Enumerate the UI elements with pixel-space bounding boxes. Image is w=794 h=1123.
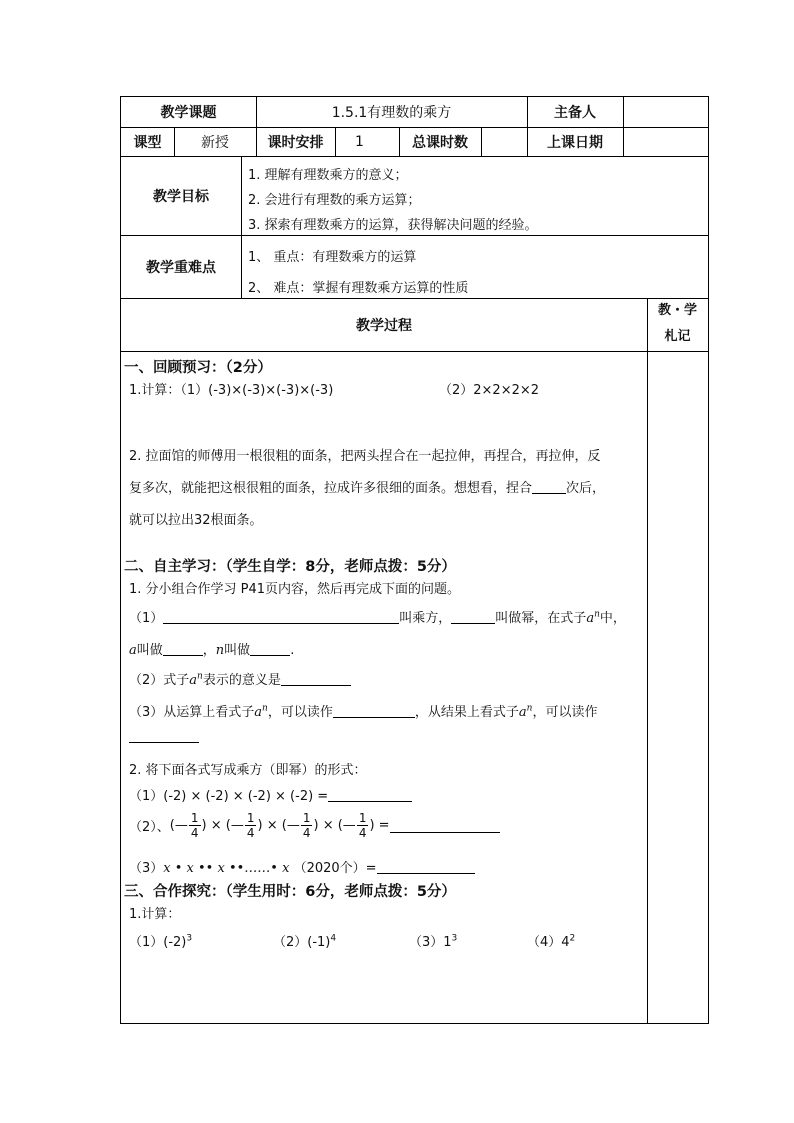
answer-blank[interactable] xyxy=(390,819,500,833)
section1-q1: 1.计算：（1）(-3)×(-3)×(-3)×(-3) xyxy=(129,383,334,398)
p2-text: 表示的意义是 xyxy=(202,673,281,688)
e1-text: （1）(-2) × (-2) × (-2) × (-2) = xyxy=(129,789,329,804)
p1-text: 叫乘方， xyxy=(399,611,452,626)
topic-value: 1.5.1有理数的乘方 xyxy=(331,105,452,121)
exponent-n: n xyxy=(594,609,600,620)
section2-intro: 1. 分小组合作学习 P41页内容，然后再完成下面的问题。 xyxy=(129,582,461,597)
section3-item xyxy=(273,931,336,950)
paren: (— xyxy=(281,818,300,833)
paren: (— xyxy=(169,818,188,833)
frac-num: 1 xyxy=(190,811,199,825)
objectives-label: 教学目标 xyxy=(153,188,209,205)
section1-q2-line3: 就可以拉出32根面条。 xyxy=(129,513,263,528)
p1-text: 中， xyxy=(599,611,626,626)
equals: = xyxy=(378,818,390,833)
col-divider xyxy=(623,97,624,127)
col-divider xyxy=(647,298,648,1023)
objective-item: 1. 理解有理数乘方的意义； xyxy=(248,168,408,183)
key-point-item: 2、 难点：掌握有理数乘方运算的性质 xyxy=(248,281,469,296)
var-a: a xyxy=(254,705,263,720)
key-points-label: 教学重难点 xyxy=(146,259,216,276)
answer-blank[interactable] xyxy=(333,704,415,718)
times: × xyxy=(322,818,334,833)
var-a: a xyxy=(129,643,137,658)
times: × xyxy=(266,818,278,833)
section2-p3 xyxy=(129,701,597,720)
var-a: a xyxy=(586,611,595,626)
var-a: a xyxy=(518,705,527,720)
exponent-n: n xyxy=(262,703,268,714)
answer-blank[interactable] xyxy=(451,610,495,624)
notes-label xyxy=(647,298,708,350)
answer-blank[interactable] xyxy=(163,610,399,624)
e2-text: （2）、 xyxy=(129,820,170,835)
times: × xyxy=(210,818,222,833)
p1-text: （1） xyxy=(129,611,164,626)
p1-text: 叫做幂，在式子 xyxy=(495,611,587,626)
item-label: （2）(-1) xyxy=(273,935,331,950)
p3-text: ，可以读作 xyxy=(267,705,333,720)
e3-text: （2020个）= xyxy=(293,861,377,876)
item-label: （4）4 xyxy=(527,935,570,950)
notes-label-line2: 札记 xyxy=(664,329,691,344)
item-exponent: 2 xyxy=(569,933,576,944)
var-a: a xyxy=(189,673,198,688)
section3-item xyxy=(527,931,575,950)
fraction xyxy=(245,811,257,840)
answer-blank[interactable] xyxy=(328,788,412,802)
schedule-value: 1 xyxy=(355,133,364,150)
section2-e1 xyxy=(129,785,412,804)
exponent-n: n xyxy=(526,703,533,714)
key-point-item: 1、 重点：有理数乘方的运算 xyxy=(248,250,417,265)
type-value: 新授 xyxy=(201,134,229,151)
p1-text: . xyxy=(290,643,295,658)
item-label: （3）1 xyxy=(409,935,452,950)
p3-text: （3）从运算上看式子 xyxy=(129,705,255,720)
notes-label-line1: 教・学 xyxy=(657,303,697,318)
paren: ) xyxy=(257,818,263,833)
col-divider xyxy=(241,156,242,298)
frac-num: 1 xyxy=(358,811,367,825)
answer-blank[interactable] xyxy=(163,642,203,656)
section2-title: 二、自主学习：（学生自学：8分，老师点拨：5分） xyxy=(124,559,456,575)
col-divider xyxy=(481,127,482,156)
p2-text: （2）式子 xyxy=(129,673,190,688)
total-label: 总课时数 xyxy=(412,134,468,151)
date-label: 上课日期 xyxy=(547,134,603,151)
p1-text: 叫做 xyxy=(136,643,163,658)
item-exponent: 4 xyxy=(330,933,337,944)
section3-calc-label: 1.计算： xyxy=(129,907,181,922)
frac-num: 1 xyxy=(246,811,255,825)
objective-item: 3. 探索有理数乘方的运算，获得解决问题的经验。 xyxy=(248,218,538,233)
paren: (— xyxy=(225,818,244,833)
frac-den: 4 xyxy=(302,826,311,840)
section3-title: 三、合作探究：（学生用时：6分，老师点拨：5分） xyxy=(124,884,456,900)
section2-p1-line2 xyxy=(129,639,294,658)
frac-den: 4 xyxy=(246,826,255,840)
item-label: （1）(-2) xyxy=(129,935,187,950)
section3-item xyxy=(409,931,457,950)
q2-text: 次后， xyxy=(566,481,606,496)
p3-text: ，可以读作 xyxy=(532,705,598,720)
e3-expr: x • x •• x ••……• x xyxy=(163,861,290,876)
topic-label: 教学课题 xyxy=(160,105,217,121)
p1-text: 叫做 xyxy=(224,643,251,658)
section2-e3 xyxy=(129,857,475,876)
section2-e2 xyxy=(129,811,500,840)
process-label: 教学过程 xyxy=(356,317,412,334)
p1-text: ， xyxy=(202,643,216,658)
fraction xyxy=(189,811,201,840)
answer-blank[interactable] xyxy=(281,672,351,686)
section1-q2-line1: 2. 拉面馆的师傅用一根很粗的面条，把两头捏合在一起拉伸，再捏合，再拉伸，反 xyxy=(129,449,601,464)
section3-item xyxy=(129,931,192,950)
answer-blank[interactable] xyxy=(532,480,566,494)
type-label: 课型 xyxy=(133,134,162,151)
section2-p2 xyxy=(129,669,351,688)
paren: ) xyxy=(369,818,375,833)
item-exponent: 3 xyxy=(451,933,458,944)
col-divider xyxy=(623,127,624,156)
frac-num: 1 xyxy=(302,811,311,825)
frac-den: 4 xyxy=(358,826,367,840)
section1-title: 一、回顾预习：（2分） xyxy=(124,360,272,376)
answer-blank[interactable] xyxy=(129,729,199,743)
fraction xyxy=(357,811,369,840)
section1-q1-part2: （2）2×2×2×2 xyxy=(439,383,540,398)
paren: ) xyxy=(313,818,319,833)
section1-q2-line2 xyxy=(129,477,605,496)
paren: (— xyxy=(337,818,356,833)
p3-text: ，从结果上看式子 xyxy=(414,705,519,720)
answer-blank[interactable] xyxy=(250,642,290,656)
frac-den: 4 xyxy=(190,826,199,840)
e3-text: （3） xyxy=(129,861,164,876)
schedule-label: 课时安排 xyxy=(267,134,324,151)
lesson-plan-table xyxy=(120,96,709,1024)
preparer-label: 主备人 xyxy=(554,105,596,121)
exponent-n: n xyxy=(197,671,203,682)
paren: ) xyxy=(201,818,207,833)
row-divider xyxy=(121,351,708,352)
section2-p3-line2 xyxy=(129,729,199,745)
item-exponent: 3 xyxy=(186,933,193,944)
objective-item: 2. 会进行有理数的乘方运算； xyxy=(248,193,421,208)
var-n: n xyxy=(215,643,225,658)
answer-blank[interactable] xyxy=(377,860,475,874)
q2-text: 复多次，就能把这根很粗的面条，拉成许多很细的面条。想想看，捏合 xyxy=(129,481,533,496)
section2-p1 xyxy=(129,607,626,626)
fraction xyxy=(301,811,313,840)
section2-q2-title: 2. 将下面各式写成乘方（即幂）的形式： xyxy=(129,763,367,778)
